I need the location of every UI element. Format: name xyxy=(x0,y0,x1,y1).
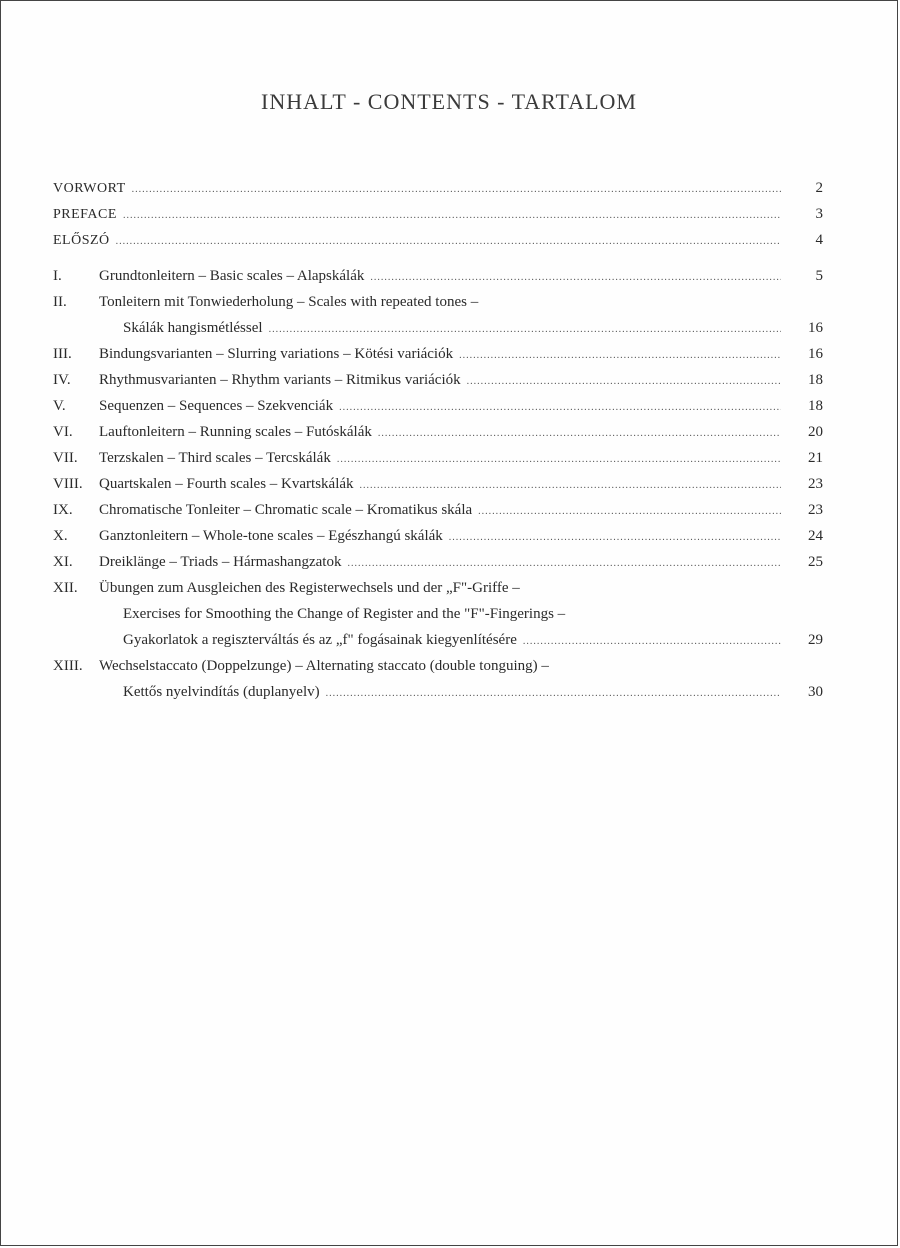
toc-chapter-2[interactable] xyxy=(53,289,823,315)
toc-chapter-1[interactable] xyxy=(53,263,823,289)
chapter-title: Dreiklänge – Triads – Hármashangzatok xyxy=(99,554,342,570)
toc-page-number: 16 xyxy=(808,346,823,362)
dot-leader xyxy=(467,369,781,395)
chapter-number: II. xyxy=(53,294,67,310)
toc-page-number: 4 xyxy=(815,232,823,248)
toc-page-number: 30 xyxy=(808,684,823,700)
toc-page-number: 3 xyxy=(815,206,823,222)
page-title: INHALT - CONTENTS - TARTALOM xyxy=(261,89,637,114)
toc-page-number: 29 xyxy=(808,632,823,648)
toc-entry-eloszo[interactable] xyxy=(53,227,823,253)
toc-page-number: 25 xyxy=(808,554,823,570)
toc-chapter-11[interactable] xyxy=(53,549,823,575)
chapter-title: Ganztonleitern – Whole-tone scales – Egészhangú skálák xyxy=(99,528,443,544)
chapter-title: Sequenzen – Sequences – Szekvenciák xyxy=(99,398,334,414)
dot-leader xyxy=(360,473,781,499)
toc-chapter-2-cont[interactable] xyxy=(53,315,823,341)
toc-chapter-7[interactable] xyxy=(53,445,823,471)
chapter-title-continued: Gyakorlatok a regiszterváltás és az „f" fogásainak kiegyenlítésére xyxy=(123,632,517,648)
chapter-title: Wechselstaccato (Doppelzunge) – Alternating staccato (double tonguing) – xyxy=(99,658,549,674)
dot-leader xyxy=(459,343,781,369)
toc-chapter-4[interactable] xyxy=(53,367,823,393)
chapter-number: VII. xyxy=(53,450,78,466)
toc-page-number: 23 xyxy=(808,502,823,518)
chapter-number: V. xyxy=(53,398,66,414)
chapter-number: XIII. xyxy=(53,658,83,674)
toc-page-number: 20 xyxy=(808,424,823,440)
chapter-number: I. xyxy=(53,268,62,284)
chapter-title: Chromatische Tonleiter – Chromatic scale – Kromatikus skála xyxy=(99,502,473,518)
chapter-number: XI. xyxy=(53,554,73,570)
chapter-title: Terzskalen – Third scales – Tercskálák xyxy=(99,450,331,466)
toc-page-number: 5 xyxy=(815,268,823,284)
toc-chapter-6[interactable] xyxy=(53,419,823,445)
chapter-number: IV. xyxy=(53,372,71,388)
toc-chapter-12[interactable] xyxy=(53,575,823,601)
dot-leader xyxy=(337,447,781,473)
chapter-number: IX. xyxy=(53,502,73,518)
dot-leader xyxy=(478,499,781,525)
chapter-title: Grundtonleitern – Basic scales – Alapskálák xyxy=(99,268,365,284)
toc-page-number: 18 xyxy=(808,398,823,414)
chapter-title-continued: Exercises for Smoothing the Change of Register and the "F"-Fingerings – xyxy=(123,606,566,622)
table-of-contents xyxy=(53,175,823,705)
chapter-title: Lauftonleitern – Running scales – Futóskálák xyxy=(99,424,372,440)
toc-entry-label: ELŐSZÓ xyxy=(53,233,110,248)
dot-leader xyxy=(449,525,781,551)
dot-leader xyxy=(326,681,781,707)
dot-leader xyxy=(378,421,781,447)
chapter-number: XII. xyxy=(53,580,78,596)
chapter-title: Rhythmusvarianten – Rhythm variants – Ritmikus variációk xyxy=(99,372,461,388)
chapter-title: Tonleitern mit Tonwiederholung – Scales with repeated tones – xyxy=(99,294,479,310)
toc-page-number: 21 xyxy=(808,450,823,466)
toc-chapter-5[interactable] xyxy=(53,393,823,419)
dot-leader xyxy=(339,395,781,421)
chapter-number: VI. xyxy=(53,424,73,440)
toc-entry-preface[interactable] xyxy=(53,201,823,227)
toc-page-number: 16 xyxy=(808,320,823,336)
chapter-title: Quartskalen – Fourth scales – Kvartskálák xyxy=(99,476,354,492)
toc-page-number: 24 xyxy=(808,528,823,544)
chapter-number: VIII. xyxy=(53,476,83,492)
dot-leader xyxy=(269,317,781,343)
chapter-number: III. xyxy=(53,346,72,362)
toc-chapter-3[interactable] xyxy=(53,341,823,367)
dot-leader xyxy=(370,265,781,291)
toc-chapter-12-cont-1[interactable] xyxy=(53,601,823,627)
toc-chapter-12-cont-2[interactable] xyxy=(53,627,823,653)
dot-leader xyxy=(347,551,781,577)
toc-entry-vorwort[interactable] xyxy=(53,175,823,201)
toc-entry-label: VORWORT xyxy=(53,181,126,196)
chapter-title-continued: Kettős nyelvindítás (duplanyelv) xyxy=(123,684,320,700)
chapter-number: X. xyxy=(53,528,68,544)
dot-leader xyxy=(116,229,781,255)
dot-leader xyxy=(132,177,781,203)
toc-chapter-13-cont[interactable] xyxy=(53,679,823,705)
toc-chapter-10[interactable] xyxy=(53,523,823,549)
toc-page-number: 23 xyxy=(808,476,823,492)
toc-page-number: 2 xyxy=(815,180,823,196)
toc-entry-label: PREFACE xyxy=(53,207,117,222)
dot-leader xyxy=(523,629,781,655)
dot-leader xyxy=(123,203,781,229)
toc-page-number: 18 xyxy=(808,372,823,388)
chapter-title: Übungen zum Ausgleichen des Registerwechsels und der „F"-Griffe – xyxy=(99,580,520,596)
toc-chapter-9[interactable] xyxy=(53,497,823,523)
chapter-title-continued: Skálák hangismétléssel xyxy=(123,320,263,336)
chapter-title: Bindungsvarianten – Slurring variations – Kötési variációk xyxy=(99,346,454,362)
toc-chapter-13[interactable] xyxy=(53,653,823,679)
toc-chapter-8[interactable] xyxy=(53,471,823,497)
